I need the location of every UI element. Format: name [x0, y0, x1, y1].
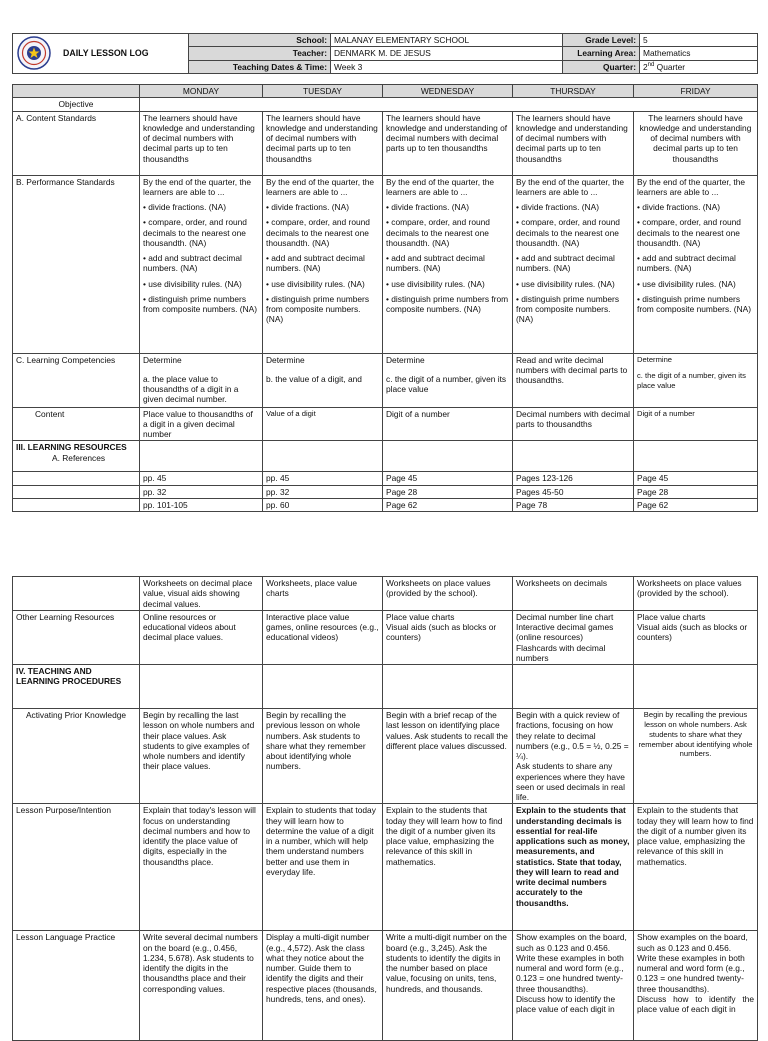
teacher-value: DENMARK M. DE JESUS	[331, 47, 563, 60]
other-resources-monday: Online resources or educational videos about decimal place values.	[140, 610, 263, 664]
competency-text: c. the digit of a number, given its place value	[637, 371, 746, 391]
competencies-tuesday	[263, 353, 383, 407]
language-label: Lesson Language Practice	[13, 931, 140, 1041]
performance-bullet: • compare, order, and round decimals to the nearest one thousandth. (NA)	[516, 217, 620, 248]
performance-intro: By the end of the quarter, the learners are able to ...	[637, 176, 746, 197]
resource-line: Decimal number line chart	[516, 611, 614, 622]
performance-standards-tuesday	[263, 175, 383, 353]
performance-bullet: • distinguish prime numbers from composite numbers. (NA)	[386, 293, 509, 314]
day-header-wednesday: WEDNESDAY	[383, 85, 513, 98]
resource-line: Place value charts	[637, 611, 706, 622]
reference-row-label	[13, 498, 140, 511]
resource-line: Visual aids (such as blocks or counters)	[386, 622, 497, 643]
purpose-tuesday: Explain to students that today they will learn how to determine the value of a digit in a number, which will help them understand numbers better and use them in everyday life.	[263, 804, 383, 931]
purpose-monday: Explain that today's lesson will focus on understanding decimal numbers and how to identify the place value of digits, especially in the thousandths place.	[140, 804, 263, 931]
performance-bullet: • add and subtract decimal numbers. (NA)	[143, 253, 242, 274]
content-tuesday: Value of a digit	[263, 407, 383, 441]
performance-bullet: • distinguish prime numbers from composite numbers. (NA)	[516, 293, 620, 325]
activating-monday: Begin by recalling the last lesson on whole numbers and their place values. Ask students to give examples of whole numbers and identify their place values.	[140, 709, 263, 804]
reference-cell: pp. 60	[263, 498, 383, 511]
performance-bullet: • use divisibility rules. (NA)	[516, 278, 615, 289]
lesson-table-page1	[12, 84, 758, 512]
performance-bullet: • use divisibility rules. (NA)	[637, 278, 736, 289]
references-heading: A. References	[52, 452, 106, 463]
reference-cell: Page 78	[513, 498, 634, 511]
lesson-table-page2	[12, 576, 758, 1041]
reference-row-label	[13, 472, 140, 485]
dates-label: Teaching Dates & Time:	[189, 60, 331, 73]
performance-intro: By the end of the quarter, the learners are able to ...	[266, 176, 375, 197]
reference-cell: Pages 45-50	[513, 485, 634, 498]
content-standards-tuesday: The learners should have knowledge and understanding of decimal numbers with decimal parts up to ten thousandths	[263, 111, 383, 175]
resources-blank	[263, 441, 383, 472]
language-text: Discuss how to identify the place value of each digit in	[637, 993, 754, 1014]
learning-resources-label	[13, 441, 140, 472]
content-standards-wednesday: The learners should have knowledge and understanding of decimal numbers with decimal parts up to ten thousandths	[383, 111, 513, 175]
content-standards-thursday: The learners should have knowledge and understanding of decimal numbers with decimal parts up to ten thousandths	[513, 111, 634, 175]
performance-bullet: • compare, order, and round decimals to the nearest one thousandth. (NA)	[266, 217, 370, 248]
activating-friday: Begin by recalling the previous lesson on whole numbers. Ask students to share what they remember about identifying whole numbers.	[634, 709, 758, 804]
header-table	[12, 33, 758, 74]
performance-intro: By the end of the quarter, the learners are able to ...	[386, 176, 495, 197]
performance-bullet: • distinguish prime numbers from composite numbers. (NA)	[637, 293, 752, 314]
other-resources-thursday	[513, 610, 634, 664]
objective-label: Objective	[13, 98, 140, 111]
performance-bullet: • compare, order, and round decimals to the nearest one thousandth. (NA)	[386, 217, 490, 248]
performance-bullet: • divide fractions. (NA)	[266, 202, 349, 212]
deped-seal-icon	[17, 36, 51, 70]
language-text: Write these examples in both numeral and word form (e.g., 0.123 = one hundred twenty-three thousandths).	[637, 952, 745, 994]
reference-cell: Page 62	[383, 498, 513, 511]
dates-value: Week 3	[331, 60, 563, 73]
resource-line: Flashcards with decimal numbers	[516, 642, 606, 663]
purpose-wednesday: Explain to the students that today they will learn how to find the digit of a number given its place value, emphasizing the relevance of this skill in mathematics.	[383, 804, 513, 931]
competency-text: b. the value of a digit, and	[266, 373, 362, 384]
competency-verb: Determine	[266, 354, 305, 365]
reference-cell: Page 28	[383, 485, 513, 498]
performance-intro: By the end of the quarter, the learners are able to ...	[143, 176, 252, 197]
content-standards-friday: The learners should have knowledge and understanding of decimal numbers with decimal parts up to ten thousandths	[634, 111, 758, 175]
reference-cell: Pages 123-126	[513, 472, 634, 485]
purpose-label: Lesson Purpose/Intention	[13, 804, 140, 931]
other-resources-wednesday	[383, 610, 513, 664]
materials-wednesday: Worksheets on place values (provided by the school).	[383, 577, 513, 611]
language-wednesday: Write a multi-digit number on the board (e.g., 3,245). Ask the students to identify the digits in the number based on place value, focusing on units, tens, hundreds, and thousands.	[383, 931, 513, 1041]
language-text: Show examples on the board, such as 0.123 and 0.456.	[637, 932, 748, 953]
day-header-monday: MONDAY	[140, 85, 263, 98]
grade-label: Grade Level:	[563, 34, 640, 47]
procedures-blank	[263, 665, 383, 709]
performance-bullet: • use divisibility rules. (NA)	[266, 278, 365, 289]
quarter-label: Quarter:	[563, 60, 640, 73]
other-resources-label: Other Learning Resources	[13, 610, 140, 664]
competency-verb: Determine	[386, 354, 425, 365]
performance-intro: By the end of the quarter, the learners are able to ...	[516, 176, 625, 197]
reference-cell: Page 45	[383, 472, 513, 485]
school-label: School:	[189, 34, 331, 47]
performance-bullet: • divide fractions. (NA)	[143, 202, 226, 212]
log-title: DAILY LESSON LOG	[63, 48, 149, 59]
quarter-value: 2nd Quarter	[640, 60, 758, 73]
reference-cell: Page 45	[634, 472, 758, 485]
performance-bullet: • add and subtract decimal numbers. (NA)	[637, 253, 736, 274]
other-resources-friday	[634, 610, 758, 664]
content-standards-monday: The learners should have knowledge and understanding of decimal numbers with decimal parts up to ten thousandths	[140, 111, 263, 175]
materials-label	[13, 577, 140, 611]
header-logo-cell	[13, 34, 189, 74]
language-monday: Write several decimal numbers on the board (e.g., 0.456, 1.234, 5.678). Ask students to identify the digits in the thousandths place and their corresponding values.	[140, 931, 263, 1041]
teacher-label: Teacher:	[189, 47, 331, 60]
competency-text: Read and write decimal numbers with decimal parts to thousandths.	[516, 354, 628, 385]
reference-cell: pp. 45	[263, 472, 383, 485]
procedures-heading: IV. TEACHING AND LEARNING PROCEDURES	[13, 665, 140, 709]
performance-bullet: • add and subtract decimal numbers. (NA)	[266, 253, 365, 274]
competency-verb: Determine	[637, 354, 673, 364]
performance-bullet: • distinguish prime numbers from composite numbers. (NA)	[266, 293, 370, 325]
competencies-thursday	[513, 353, 634, 407]
language-text: Show examples on the board, such as 0.123 and 0.456.	[516, 932, 627, 953]
competency-text: a. the place value to thousandths of a digit in a given decimal number.	[143, 373, 239, 405]
resources-blank	[513, 441, 634, 472]
procedures-blank	[513, 665, 634, 709]
performance-standards-thursday	[513, 175, 634, 353]
content-thursday: Decimal numbers with decimal parts to thousandths	[513, 407, 634, 441]
competencies-monday	[140, 353, 263, 407]
reference-row-label	[13, 485, 140, 498]
grade-value: 5	[640, 34, 758, 47]
resources-blank	[383, 441, 513, 472]
language-friday	[634, 931, 758, 1041]
content-wednesday: Digit of a number	[383, 407, 513, 441]
performance-bullet: • compare, order, and round decimals to the nearest one thousandth. (NA)	[637, 217, 741, 248]
resource-line: Place value charts	[386, 611, 455, 622]
performance-standards-monday	[140, 175, 263, 353]
performance-bullet: • divide fractions. (NA)	[516, 202, 599, 212]
day-header-thursday: THURSDAY	[513, 85, 634, 98]
purpose-friday: Explain to the students that today they will learn how to find the digit of a number given its place value, emphasizing the relevance of this skill in mathematics.	[634, 804, 758, 931]
purpose-thursday: Explain to the students that understanding decimals is essential for real-life applications such as money, measurements, and statistics. State that today, they will learn to read and write decimal numbers accurately to the thousandths.	[513, 804, 634, 931]
competencies-wednesday	[383, 353, 513, 407]
resources-blank	[140, 441, 263, 472]
objective-value	[140, 98, 758, 111]
learning-resources-heading: III. LEARNING RESOURCES	[16, 442, 127, 453]
competency-text: c. the digit of a number, given its place value	[386, 373, 507, 394]
activating-wednesday: Begin with a brief recap of the last lesson on identifying place values. Ask students to recall the different place values discussed.	[383, 709, 513, 804]
day-header-friday: FRIDAY	[634, 85, 758, 98]
resource-line: Visual aids (such as blocks or counters)	[637, 622, 748, 643]
performance-standards-friday	[634, 175, 758, 353]
language-thursday	[513, 931, 634, 1041]
performance-bullet: • compare, order, and round decimals to the nearest one thousandth. (NA)	[143, 217, 247, 248]
activating-thursday	[513, 709, 634, 804]
language-text: Write these examples in both numeral and word form (e.g., 0.123 = one hundred twenty-three thousandths).	[516, 952, 624, 994]
performance-bullet: • distinguish prime numbers from composite numbers. (NA)	[143, 293, 258, 314]
competency-verb: Determine	[143, 354, 182, 365]
content-standards-label: A. Content Standards	[13, 111, 140, 175]
reference-cell: pp. 32	[140, 485, 263, 498]
reference-cell: pp. 45	[140, 472, 263, 485]
resource-line: Interactive decimal games (online resources)	[516, 622, 614, 643]
competencies-label: C. Learning Competencies	[13, 353, 140, 407]
activating-label: Activating Prior Knowledge	[13, 709, 140, 804]
language-tuesday: Display a multi-digit number (e.g., 4,572). Ask the class what they notice about the number. Guide them to identify the digits and their respective places (thousands, hundreds, tens, and ones).	[263, 931, 383, 1041]
procedures-blank	[634, 665, 758, 709]
performance-standards-wednesday	[383, 175, 513, 353]
area-label: Learning Area:	[563, 47, 640, 60]
procedures-blank	[383, 665, 513, 709]
competencies-friday	[634, 353, 758, 407]
performance-standards-label: B. Performance Standards	[13, 175, 140, 353]
materials-monday: Worksheets on decimal place value, visual aids showing decimal values.	[140, 577, 263, 611]
school-value: MALANAY ELEMENTARY SCHOOL	[331, 34, 563, 47]
content-label: Content	[13, 407, 140, 441]
reference-cell: pp. 101-105	[140, 498, 263, 511]
content-friday: Digit of a number	[634, 407, 758, 441]
performance-bullet: • use divisibility rules. (NA)	[143, 278, 242, 289]
activating-text: Begin with a quick review of fractions, focusing on how they relate to decimal numbers (e.g., 0.5 = ½, 0.25 = ¼).	[516, 710, 629, 761]
performance-bullet: • use divisibility rules. (NA)	[386, 278, 485, 289]
other-resources-tuesday: Interactive place value games, online resources (e.g., educational videos)	[263, 610, 383, 664]
reference-cell: Page 28	[634, 485, 758, 498]
procedures-blank	[140, 665, 263, 709]
reference-cell: pp. 32	[263, 485, 383, 498]
language-text: Discuss how to identify the place value of each digit in	[516, 993, 616, 1014]
performance-bullet: • add and subtract decimal numbers. (NA)	[516, 253, 615, 274]
reference-cell: Page 62	[634, 498, 758, 511]
day-header-blank	[13, 85, 140, 98]
area-value: Mathematics	[640, 47, 758, 60]
performance-bullet: • add and subtract decimal numbers. (NA)	[386, 253, 485, 274]
resources-blank	[634, 441, 758, 472]
activating-text: Ask students to share any experiences where they have seen or used decimals in real life.	[516, 761, 625, 802]
performance-bullet: • divide fractions. (NA)	[637, 202, 720, 212]
materials-tuesday: Worksheets, place value charts	[263, 577, 383, 611]
performance-bullet: • divide fractions. (NA)	[386, 202, 469, 212]
content-monday: Place value to thousandths of a digit in a given decimal number	[140, 407, 263, 441]
day-header-tuesday: TUESDAY	[263, 85, 383, 98]
materials-friday: Worksheets on place values (provided by the school).	[634, 577, 758, 611]
materials-thursday: Worksheets on decimals	[513, 577, 634, 611]
activating-tuesday: Begin by recalling the previous lesson on whole numbers. Ask students to share what they remember about identifying whole numbers.	[263, 709, 383, 804]
